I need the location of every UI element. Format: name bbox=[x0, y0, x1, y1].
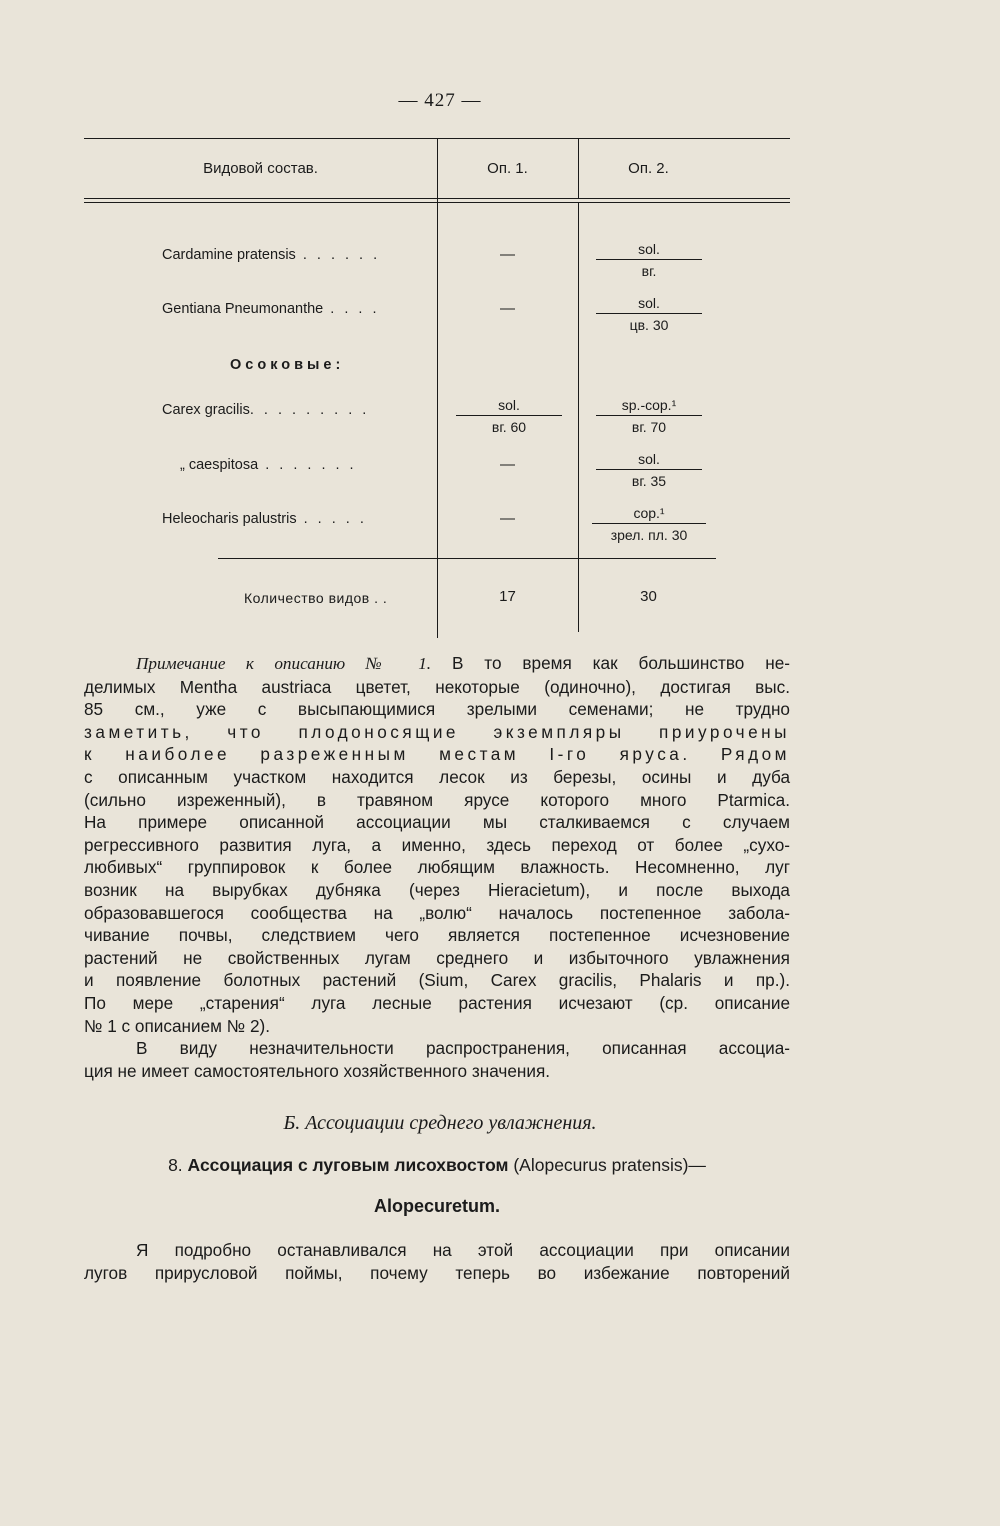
cell-op2: sol. цв. 30 bbox=[596, 295, 702, 333]
note-line: ция не имеет самостоятельного хозяйственного значения. bbox=[84, 1060, 551, 1081]
table-row-label: „ caespitosa . . . . . . . bbox=[180, 457, 357, 473]
note-line: 85 см., уже с высыпающимися зрелыми семенами; не трудно bbox=[84, 699, 790, 720]
note-line: На примере описанной ассоциации мы сталкиваемся с случаем bbox=[84, 812, 790, 833]
note-line: к наиболее разреженным местам I-го яруса. Рядом bbox=[84, 744, 790, 765]
association-latin-title: Alopecuretum. bbox=[373, 1196, 501, 1216]
total-op2: 30 bbox=[640, 588, 657, 605]
note-title: Примечание к описанию № 1. bbox=[136, 654, 432, 673]
header-op2: Оп. 2. bbox=[628, 160, 669, 177]
association-heading: 8. Ассоциация с луговым лисохвостом (Alopecurus pratensis)— bbox=[168, 1155, 706, 1175]
closing-line: лугов прирусловой поймы, почему теперь во избежание повторений bbox=[84, 1262, 790, 1283]
cell-op2: sol. вг. bbox=[596, 241, 702, 279]
table-column-divider-2 bbox=[578, 202, 579, 632]
table-column-divider-1 bbox=[437, 138, 438, 638]
note-line: регрессивного развития луга, а именно, здесь переход от более „сухо- bbox=[84, 834, 790, 855]
note-line: делимых Mentha austriaca цветет, некоторые (одиночно), достигая выс. bbox=[84, 676, 790, 697]
note-line: (сильно изреженный), в травяном ярусе которого много Ptarmica. bbox=[84, 789, 790, 810]
cell-op1: — bbox=[500, 300, 515, 317]
note-paragraph bbox=[84, 652, 790, 1082]
section-b-heading: Б. Ассоциации среднего увлажнения. bbox=[283, 1112, 597, 1134]
cell-op1: — bbox=[500, 246, 515, 263]
cell-op2: sol. вг. 35 bbox=[596, 451, 702, 489]
cell-op1: — bbox=[500, 510, 515, 527]
note-line: и появление болотных растений (Sium, Carex gracilis, Phalaris и пр.). bbox=[84, 970, 790, 991]
note-line: с описанным участком находится лесок из березы, осины и дуба bbox=[84, 766, 790, 787]
note-line: возник на вырубках дубняка (через Hieracietum), и после выхода bbox=[84, 879, 790, 900]
closing-line: Я подробно останавливался на этой ассоциации при описании bbox=[136, 1240, 790, 1260]
table-row-label: Heleocharis palustris . . . . . bbox=[162, 511, 367, 527]
note-line: № 1 с описанием № 2). bbox=[84, 1015, 271, 1036]
page-number: — 427 — bbox=[398, 90, 482, 111]
header-species: Видовой состав. bbox=[203, 160, 318, 177]
note-line: В виду незначительности распространения, описанная ассоциа- bbox=[136, 1038, 790, 1059]
closing-paragraph bbox=[84, 1239, 790, 1284]
total-label: Количество видов . . bbox=[244, 590, 388, 606]
cell-op1: — bbox=[500, 456, 515, 473]
table-row-label: Carex gracilis. . . . . . . . . bbox=[162, 402, 370, 418]
header-op1: Оп. 1. bbox=[487, 160, 528, 177]
total-op1: 17 bbox=[499, 588, 516, 605]
species-table bbox=[84, 138, 790, 640]
note-line: любивых“ группировок к более любящим влажность. Несомненно, луг bbox=[84, 857, 790, 878]
note-line: растений не свойственных лугам среднего и избыточного увлажнения bbox=[84, 947, 790, 968]
note-line: заметить, что плодоносящие экземпляры приурочены bbox=[84, 721, 790, 742]
cell-op1: sol. вг. 60 bbox=[456, 397, 562, 435]
note-line: Примечание к описанию № 1. В то время как большинство не- bbox=[136, 653, 790, 673]
table-row-label: Gentiana Pneumonanthe . . . . bbox=[162, 301, 380, 317]
note-line: чивание почвы, следствием чего является постепенное исчезновение bbox=[84, 925, 790, 946]
note-line: По мере „старения“ луга лесные растения исчезают (ср. описание bbox=[84, 992, 790, 1013]
table-total-rule bbox=[218, 558, 716, 559]
section-header-sedges: Осоковые: bbox=[230, 357, 345, 373]
table-row-label: Cardamine pratensis . . . . . . bbox=[162, 247, 381, 263]
note-line: образовавшегося сообщества на „волю“ началось постепенное забола- bbox=[84, 902, 790, 923]
cell-op2: sp.-cop.¹ вг. 70 bbox=[596, 397, 702, 435]
cell-op2: cop.¹ зрел. пл. 30 bbox=[592, 505, 706, 543]
